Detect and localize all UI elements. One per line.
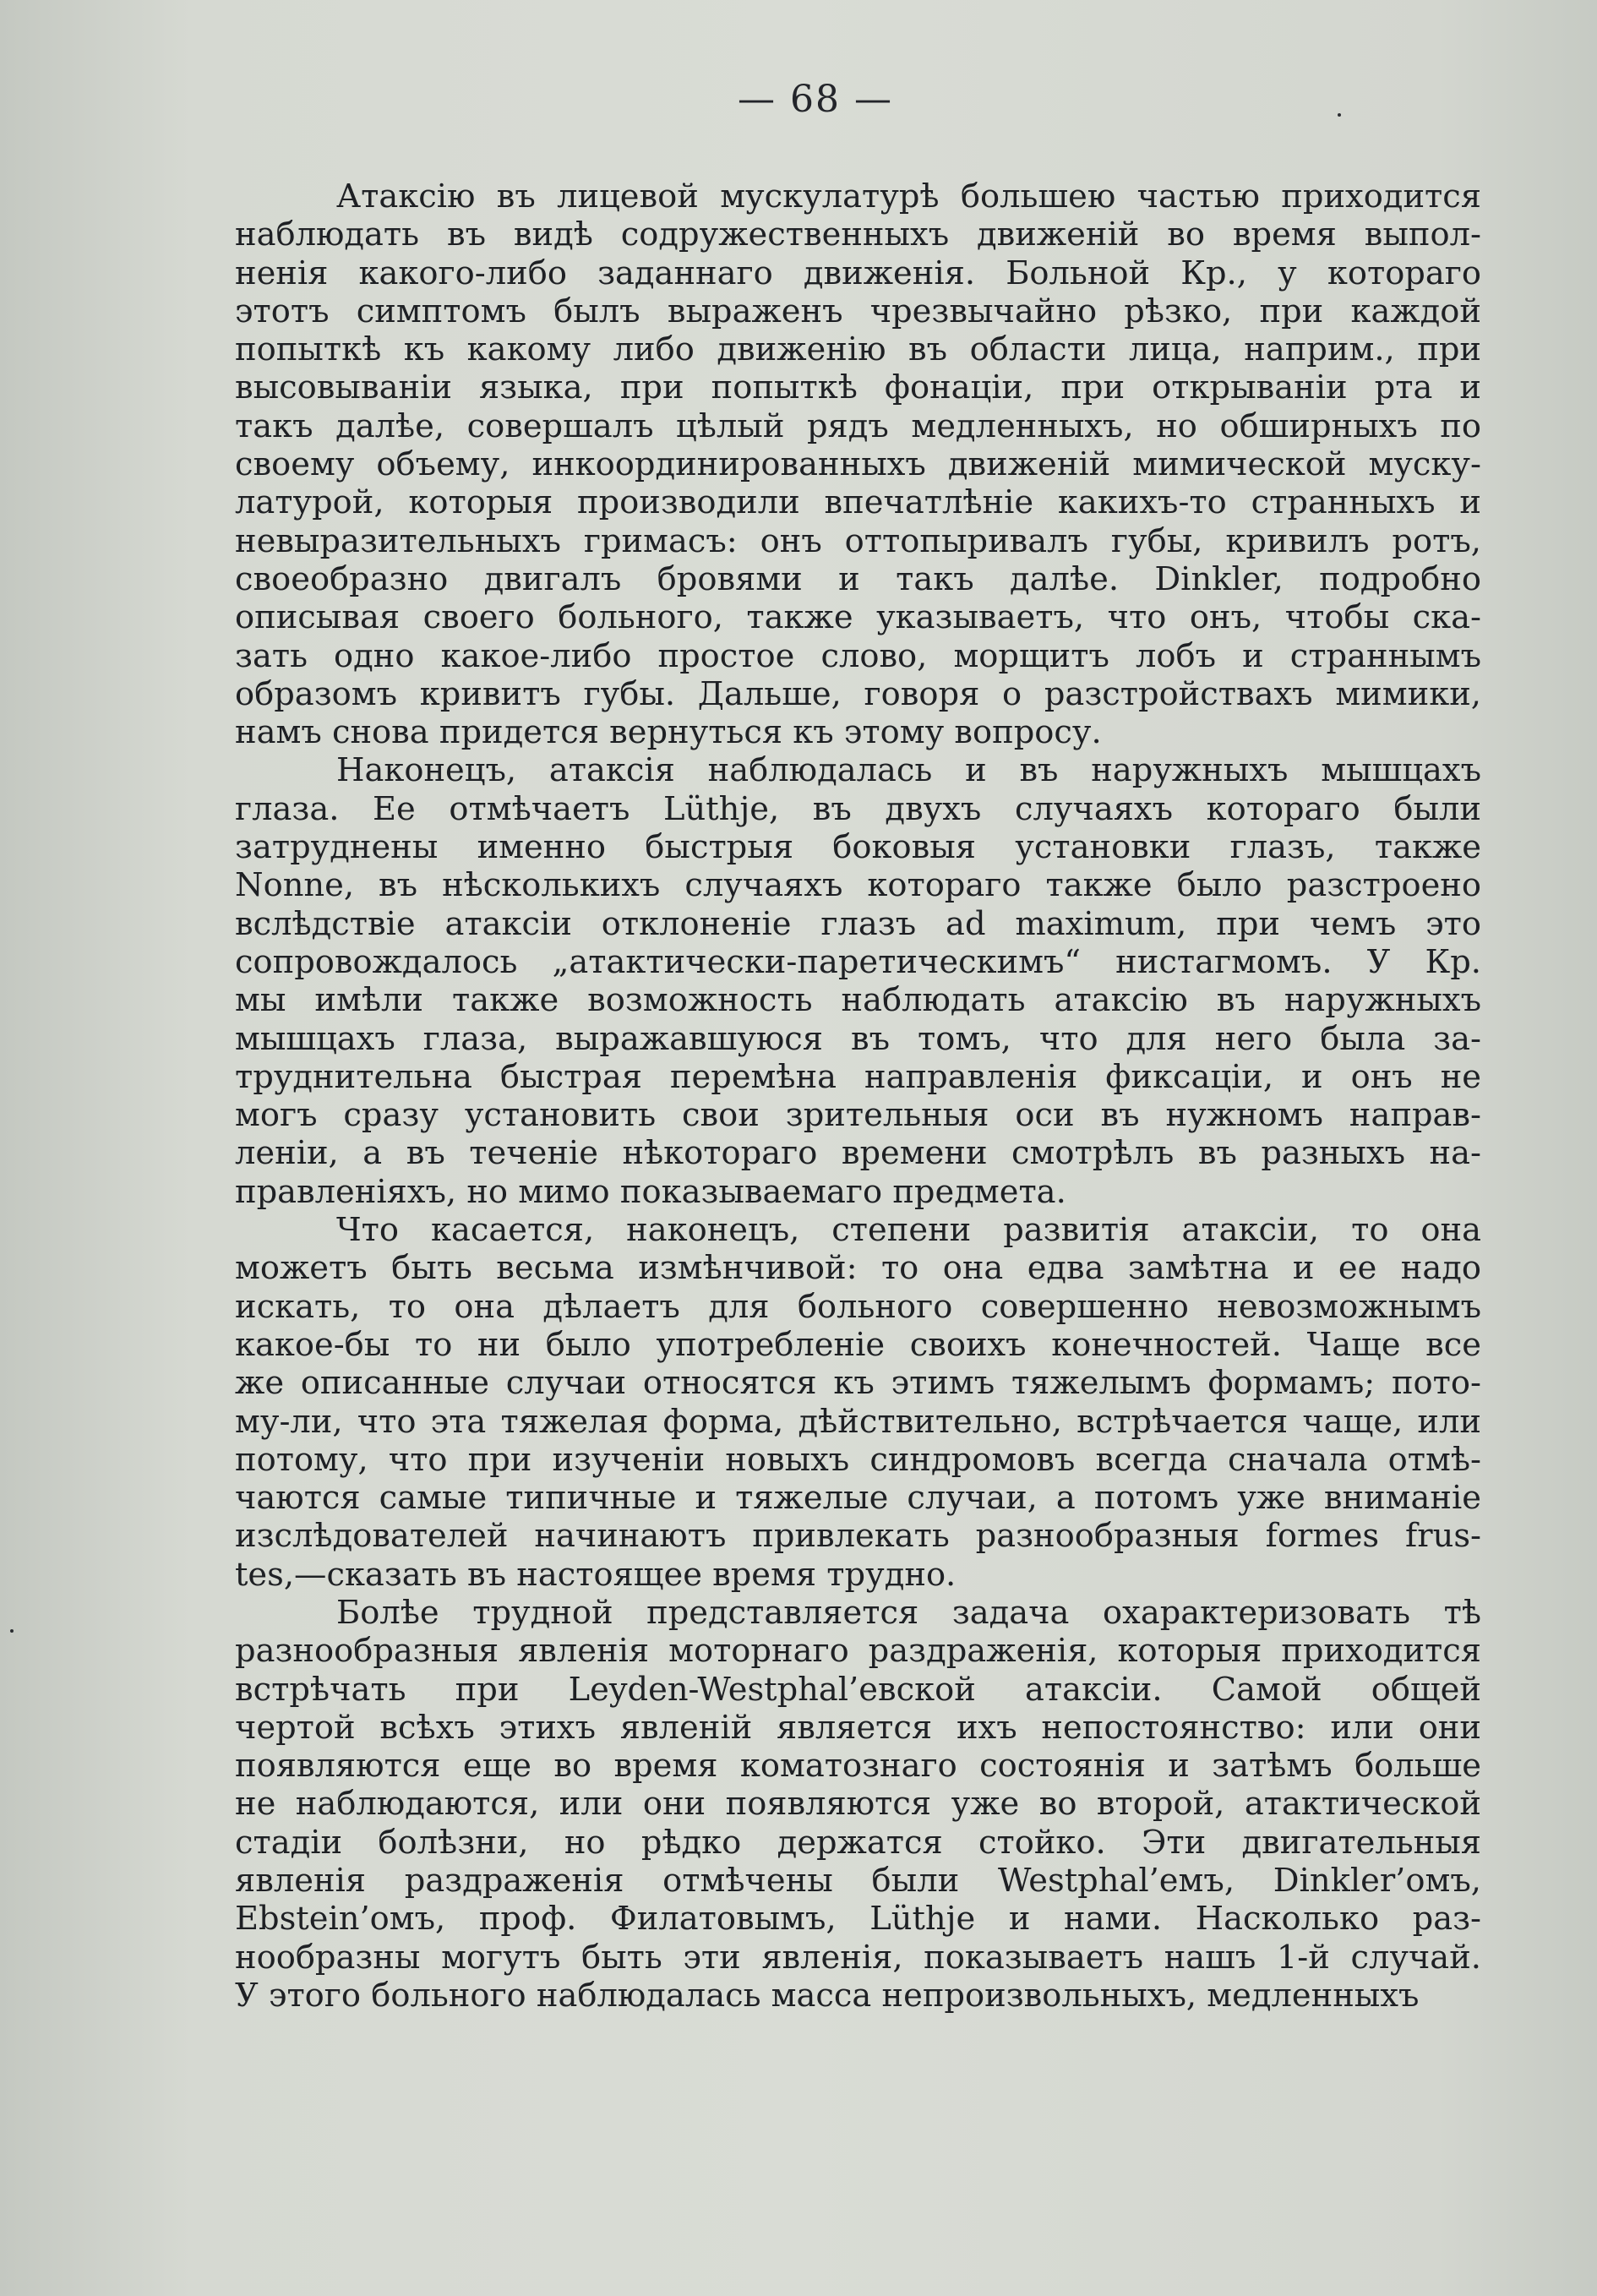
text-line: потому, что при изученiи новыхъ синдромовъ всегда сначала отмѣ- [235,1440,1481,1479]
text-line: ненiя какого-либо заданнаго движенiя. Больной Кр., у котораго [235,254,1481,292]
text-line: вслѣдствiе атаксiи отклоненiе глазъ ad maximum, при чемъ это [235,904,1481,943]
paragraph [235,1594,1481,2015]
text-line: невыразительныхъ гримасъ: онъ оттопыривалъ губы, кривилъ ротъ, [235,521,1481,560]
text-line: му-ли, что эта тяжелая форма, дѣйствительно, встрѣчается чаще, или [235,1402,1481,1441]
paragraph [235,1211,1481,1594]
text-line: не наблюдаются, или они появляются уже во второй, атактической [235,1785,1481,1824]
text-line: Ebstein’омъ, проф. Филатовымъ, Lüthje и нами. Насколько раз- [235,1900,1481,1939]
text-line: Что касается, наконецъ, степени развитiя атаксiи, то она [336,1211,1481,1250]
text-line: Nonne, въ нѣсколькихъ случаяхъ котораго также было разстроено [235,866,1481,905]
text-line: образомъ кривитъ губы. Дальше, говоря о разстройствахъ мимики, [235,674,1481,713]
text-line: разнообразныя явленiя моторнаго раздраженiя, которыя приходится [235,1632,1481,1671]
text-line: этотъ симптомъ былъ выраженъ чрезвычайно рѣзко, при каждой [235,292,1481,330]
text-line: труднительна быстрая перемѣна направленiя фиксацiи, и онъ не [235,1057,1481,1096]
text-line: мышцахъ глаза, выражавшуюся въ томъ, что для него была за- [235,1019,1481,1058]
text-line: явленiя раздраженiя отмѣчены были Westphal’емъ, Dinkler’омъ, [235,1862,1481,1901]
text-line: своему объему, инкоординированныхъ движенiй мимической муску- [235,445,1481,484]
text-line: нообразны могутъ быть эти явленiя, показываетъ нашъ 1-й случай. [235,1938,1481,1977]
text-line: Атаксiю въ лицевой мускулатурѣ большею частью приходится [336,177,1481,215]
text-line: же описанные случаи относятся къ этимъ тяжелымъ формамъ; пото- [235,1364,1481,1403]
text-line: затруднены именно быстрыя боковыя установки глазъ, также [235,828,1481,867]
text-line: описывая своего больного, также указываетъ, что онъ, чтобы ска- [235,598,1481,637]
text-line: стадiи болѣзни, но рѣдко держатся стойко. Эти двигательныя [235,1823,1481,1862]
paragraph [235,177,1481,751]
text-line: какое-бы то ни было употребленiе своихъ конечностей. Чаще все [235,1325,1481,1364]
text-line: высовыванiи языка, при попыткѣ фонацiи, при открыванiи рта и [235,368,1481,407]
body-text [235,177,1481,2015]
text-line: У этого больного наблюдалась масса непроизвольныхъ, медленныхъ [235,1976,1420,2015]
text-line: правленiяхъ, но мимо показываемаго предмета. [235,1172,1066,1211]
text-line: мы имѣли также возможность наблюдать атаксiю въ наружныхъ [235,981,1481,1020]
text-line: своеобразно двигалъ бровями и такъ далѣе. Dinkler, подробно [235,559,1481,598]
text-line: намъ снова придется вернуться къ этому вопросу. [235,713,1102,752]
text-line: встрѣчать при Leyden-Westphal’евской атаксiи. Самой общей [235,1670,1481,1709]
page-number: — 68 — [738,78,893,121]
text-line: наблюдать въ видѣ содружественныхъ движенiй во время выпол- [235,215,1481,254]
text-line: такъ далѣе, совершалъ цѣлый рядъ медленныхъ, но обширныхъ по [235,406,1481,445]
text-line: зать одно какое-либо простое слово, морщитъ лобъ и страннымъ [235,636,1481,675]
text-line: чертой всѣхъ этихъ явленiй является ихъ непостоянство: или они [235,1708,1481,1747]
text-line: чаются самые типичные и тяжелые случаи, а потомъ уже вниманiе [235,1479,1481,1518]
speck [1338,113,1341,117]
text-line: ленiи, а въ теченiе нѣкотораго времени смотрѣлъ въ разныхъ на- [235,1134,1481,1173]
text-line: глаза. Ее отмѣчаетъ Lüthje, въ двухъ случаяхъ котораго были [235,789,1481,828]
text-line: попыткѣ къ какому либо движенiю въ области лица, наприм., при [235,330,1481,369]
text-line: tes,—сказать въ настоящее время трудно. [235,1555,957,1594]
text-line: искать, то она дѣлаетъ для больного совершенно невозможнымъ [235,1287,1481,1326]
speck [10,1629,14,1633]
text-line: латурой, которыя производили впечатлѣнiе какихъ-то странныхъ и [235,483,1481,522]
text-line: могъ сразу установить свои зрительныя оси въ нужномъ направ- [235,1096,1481,1135]
text-line: можетъ быть весьма измѣнчивой: то она едва замѣтна и ее надо [235,1249,1481,1288]
text-line: сопровождалось „атактически-паретическимъ“ нистагмомъ. У Кр. [235,942,1481,981]
text-line: изслѣдователей начинаютъ привлекать разнообразныя formes frus- [235,1517,1481,1556]
paragraph [235,751,1481,1211]
text-line: Наконецъ, атаксiя наблюдалась и въ наружныхъ мышцахъ [336,751,1481,790]
text-line: Болѣе трудной представляется задача охарактеризовать тѣ [336,1593,1481,1632]
text-line: появляются еще во время коматознаго состоянiя и затѣмъ больше [235,1747,1481,1786]
